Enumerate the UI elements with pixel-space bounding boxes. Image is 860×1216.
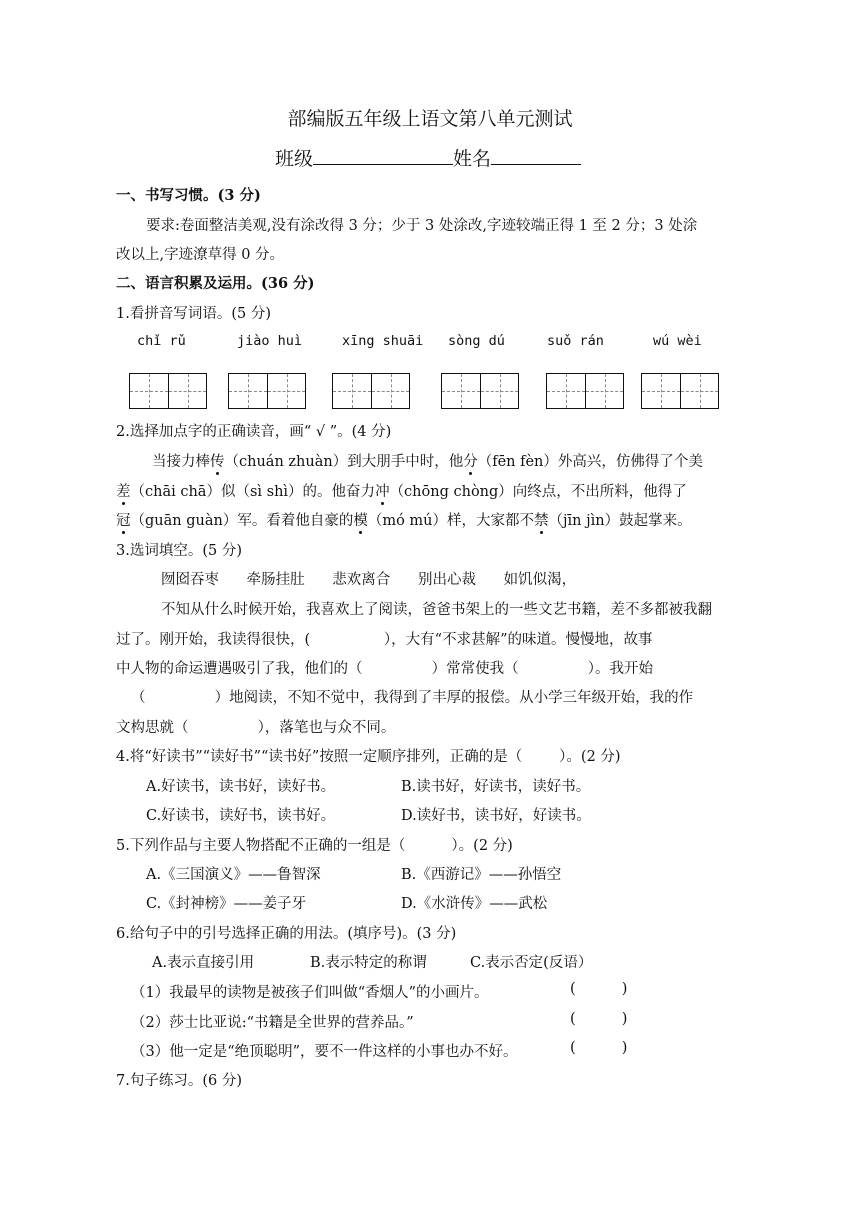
q5-option-b[interactable]: B.《西游记》——孙悟空 (401, 867, 562, 883)
grid-cell[interactable] (229, 374, 267, 408)
class-blank[interactable] (313, 148, 453, 165)
section-1-line1: 要求:卷面整洁美观,没有涂改得 3 分；少于 3 处涂改,字迹较端正得 1 至 2 分；3 处涂 (146, 218, 698, 234)
pinyin-6: wú wèi (653, 333, 702, 349)
grid-cell[interactable] (680, 374, 718, 408)
q3-word-bank: 囫囵吞枣 牵肠挂肚 悲欢离合 别出心裁 如饥似渴， (161, 572, 577, 588)
q3-line5: 文构思就（ ），落笔也与众不同。 (116, 720, 396, 736)
grid-cell[interactable] (480, 374, 518, 408)
q3-line3: 中人物的命运遭遇吸引了我，他们的（ ）常常使我（ ）。我开始 (116, 661, 654, 677)
q4-option-a[interactable]: A.好读书，读书好，读好书。 (146, 779, 336, 795)
q6-option-c: C.表示否定(反语） (470, 955, 593, 971)
writing-grid-5[interactable] (546, 373, 624, 409)
writing-grid-3[interactable] (332, 373, 410, 409)
q6-text: 6.给句子中的引号选择正确的用法。(填序号)。(3 分) (116, 926, 457, 942)
grid-cell[interactable] (547, 374, 585, 408)
q6-answer-3[interactable]: ( ) (570, 1040, 628, 1056)
pinyin-3: xīng shuāi (342, 333, 424, 349)
section-2-heading: 二、语言积累及运用。(36 分) (116, 275, 315, 292)
q4-option-d[interactable]: D.读好书，读书好，好读书。 (401, 808, 591, 824)
q4-option-c[interactable]: C.好读书，读好书，读书好。 (146, 808, 336, 824)
name-blank[interactable] (491, 148, 581, 165)
grid-cell[interactable] (585, 374, 623, 408)
q6-option-b: B.表示特定的称谓 (310, 955, 427, 971)
section-1-line2: 改以上,字迹潦草得 0 分。 (116, 247, 285, 263)
q5-option-a[interactable]: A.《三国演义》——鲁智深 (146, 867, 321, 883)
q3-text: 3.选词填空。(5 分) (116, 543, 242, 559)
q1-text: 1.看拼音写词语。(5 分) (116, 306, 271, 322)
q6-answer-2[interactable]: ( ) (570, 1011, 628, 1027)
writing-grid-6[interactable] (641, 373, 719, 409)
pinyin-4: sòng dú (448, 333, 505, 349)
q5-option-c[interactable]: C.《封神榜》——姜子牙 (146, 896, 307, 912)
class-label: 班级 (275, 148, 314, 170)
q7-text: 7.句子练习。(6 分) (116, 1073, 242, 1089)
writing-grid-4[interactable] (441, 373, 519, 409)
q2-text: 2.选择加点字的正确读音，画“ √ ”。(4 分) (116, 424, 392, 440)
grid-cell[interactable] (442, 374, 480, 408)
q2-line3: 冠（guān guàn）军。看着他自豪的模（mó mú）样，大家都不禁（jīn jìn）鼓起掌来。 (116, 513, 692, 529)
writing-grid-1[interactable] (129, 373, 207, 409)
q6-sentence-2: （2）莎士比亚说:“书籍是全世界的营养品。” (131, 1015, 414, 1031)
pinyin-1: chǐ rǔ (137, 333, 186, 349)
q5-text: 5.下列作品与主要人物搭配不正确的一组是（ ）。(2 分) (116, 838, 513, 854)
grid-cell[interactable] (168, 374, 206, 408)
q6-sentence-3: （3）他一定是“绝顶聪明”，要不一件这样的小事也办不好。 (131, 1044, 518, 1060)
q4-text: 4.将“好读书”“读好书”“读书好”按照一定顺序排列，正确的是（ ）。(2 分) (116, 749, 621, 765)
grid-cell[interactable] (130, 374, 168, 408)
name-label: 姓名 (453, 148, 492, 170)
section-1-heading: 一、书写习惯。(3 分) (116, 187, 261, 204)
grid-cell[interactable] (371, 374, 409, 408)
q6-answer-1[interactable]: ( ) (570, 981, 628, 997)
q2-line2: 差（chāi chā）似（sì shì）的。他奋力冲（chōng chòng）向终点，不出所料，他得了 (116, 484, 687, 500)
grid-cell[interactable] (642, 374, 680, 408)
q5-option-d[interactable]: D.《水浒传》——武松 (401, 896, 548, 912)
grid-cell[interactable] (333, 374, 371, 408)
q6-option-a: A.表示直接引用 (152, 955, 255, 971)
pinyin-5: suǒ rán (547, 333, 604, 349)
q4-option-b[interactable]: B.读书好，好读书，读好书。 (401, 779, 591, 795)
q3-line4: （ ）地阅读，不知不觉中，我得到了丰厚的报偿。从小学三年级开始，我的作 (131, 690, 694, 706)
student-info (275, 144, 581, 171)
grid-cell[interactable] (267, 374, 305, 408)
q3-line1: 不知从什么时候开始，我喜欢上了阅读，爸爸书架上的一些文艺书籍，差不多都被我翻 (161, 602, 712, 618)
page-title: 部编版五年级上语文第八单元测试 (287, 108, 573, 130)
pinyin-2: jiào huì (237, 333, 303, 349)
q2-line1: 当接力棒传（chuán zhuàn）到大朋手中时，他分（fēn fèn）外高兴，仿佛得了个美 (152, 454, 703, 470)
writing-grid-2[interactable] (228, 373, 306, 409)
q3-line2: 过了。刚开始，我读得很快，( ），大有“不求甚解”的味道。慢慢地，故事 (116, 632, 653, 648)
q6-sentence-1: （1）我最早的读物是被孩子们叫做“香烟人”的小画片。 (131, 985, 489, 1001)
